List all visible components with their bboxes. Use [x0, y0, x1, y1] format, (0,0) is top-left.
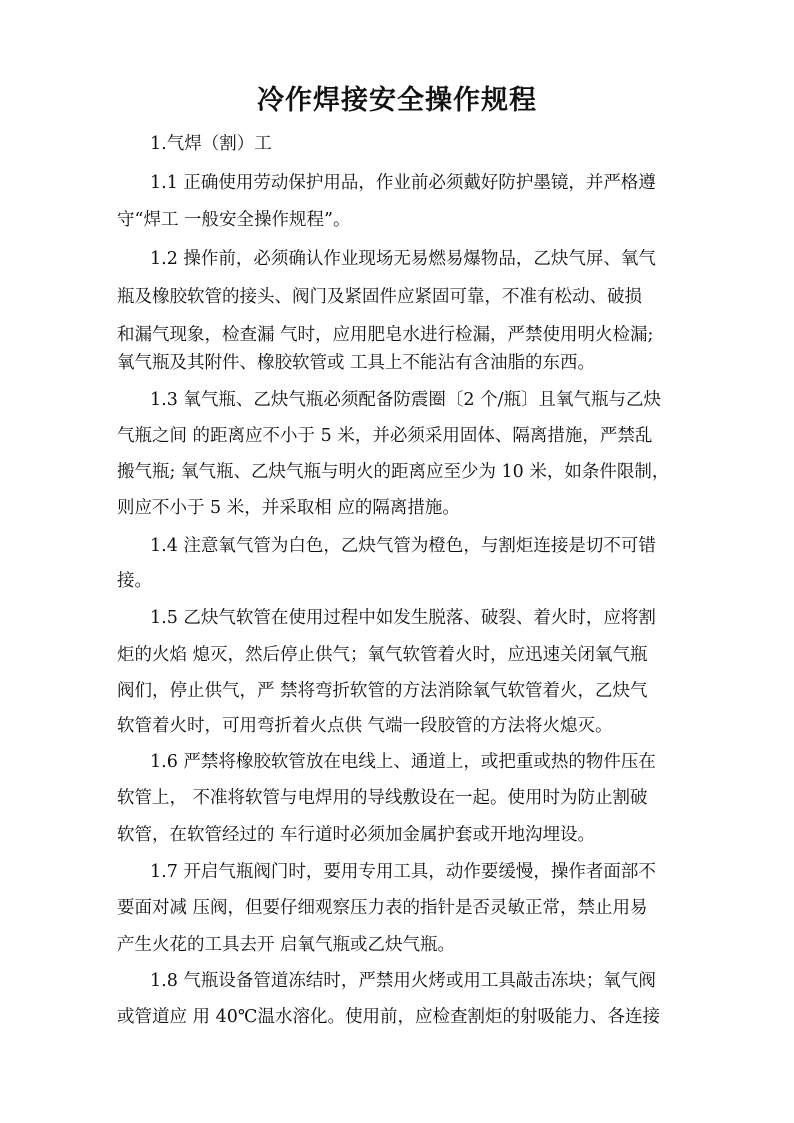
paragraph-line: 1.6 严禁将橡胶软管放在电线上、通道上，或把重或热的物件压在 [150, 752, 656, 772]
paragraph-line: 炬的火焰 熄灭，然后停止供气；氧气软管着火时，应迅速关闭氧气瓶 [117, 645, 648, 665]
section-heading: 1.气焊（割）工 [150, 134, 272, 154]
paragraph-line: 1.4 注意氧气管为白色，乙炔气管为橙色，与割炬连接是切不可错 [150, 536, 656, 556]
paragraph-line: 阀们，停止供气，严 禁将弯折软管的方法消除氧气软管着火，乙炔气 [117, 681, 648, 701]
paragraph-line: 或管道应 用 40℃温水溶化。使用前，应检查割炬的射吸能力、各连接 [117, 1007, 660, 1027]
paragraph-line: 和漏气现象，检查漏 气时，应用肥皂水进行检漏，严禁使用明火检漏; [117, 325, 654, 345]
paragraph-line: 守“焊工 一般安全操作规程”。 [117, 210, 351, 230]
paragraph-line: 软管上， 不准将软管与电焊用的导线敷设在一起。使用时为防止割破 [117, 788, 648, 808]
paragraph-line: 1.7 开启气瓶阀门时，要用专用工具，动作要缓慢，操作者面部不 [150, 862, 656, 882]
paragraph-line: 搬气瓶; 氧气瓶、乙炔气瓶与明火的距离应至少为 10 米，如条件限制， [117, 462, 670, 482]
paragraph-line: 则应不小于 5 米，并采取相 应的隔离措施。 [117, 498, 460, 518]
paragraph-line: 1.2 操作前，必须确认作业现场无易燃易爆物品，乙炔气屏、氧气 [150, 249, 656, 269]
paragraph-line: 气瓶之间 的距离应不小于 5 米，并必须采用固体、隔离措施，严禁乱 [117, 426, 653, 446]
paragraph-line: 软管，在软管经过的 车行道时必须加金属护套或开地沟埋设。 [117, 825, 596, 845]
paragraph-line: 要面对减 压阀，但要仔细观察压力表的指针是否灵敏正常，禁止用易 [117, 898, 648, 918]
paragraph-line: 1.3 氧气瓶、乙炔气瓶必须配备防震圈〔2 个/瓶〕且氧气瓶与乙炔 [150, 390, 661, 410]
paragraph-line: 氧气瓶及其附件、橡胶软管或 工具上不能沾有含油脂的东西。 [117, 353, 596, 373]
document-title: 冷作焊接安全操作规程 [257, 85, 537, 116]
paragraph-line: 软管着火时，可用弯折着火点供 气端一段胶管的方法将火熄灭。 [117, 716, 613, 736]
paragraph-line: 1.5 乙炔气软管在使用过程中如发生脱落、破裂、着火时，应将割 [150, 608, 656, 628]
paragraph-line: 接。 [117, 571, 152, 591]
paragraph-line: 1.1 正确使用劳动保护用品，作业前必须戴好防护墨镜，并严格遵 [150, 173, 656, 193]
paragraph-line: 产生火花的工具去开 启氧气瓶或乙炔气瓶。 [117, 935, 456, 955]
paragraph-line: 瓶及橡胶软管的接头、阀门及紧固件应紧固可靠，不准有松动、破损 [117, 287, 642, 307]
paragraph-line: 1.8 气瓶设备管道冻结时，严禁用火烤或用工具敲击冻块；氧气阀 [150, 971, 656, 991]
